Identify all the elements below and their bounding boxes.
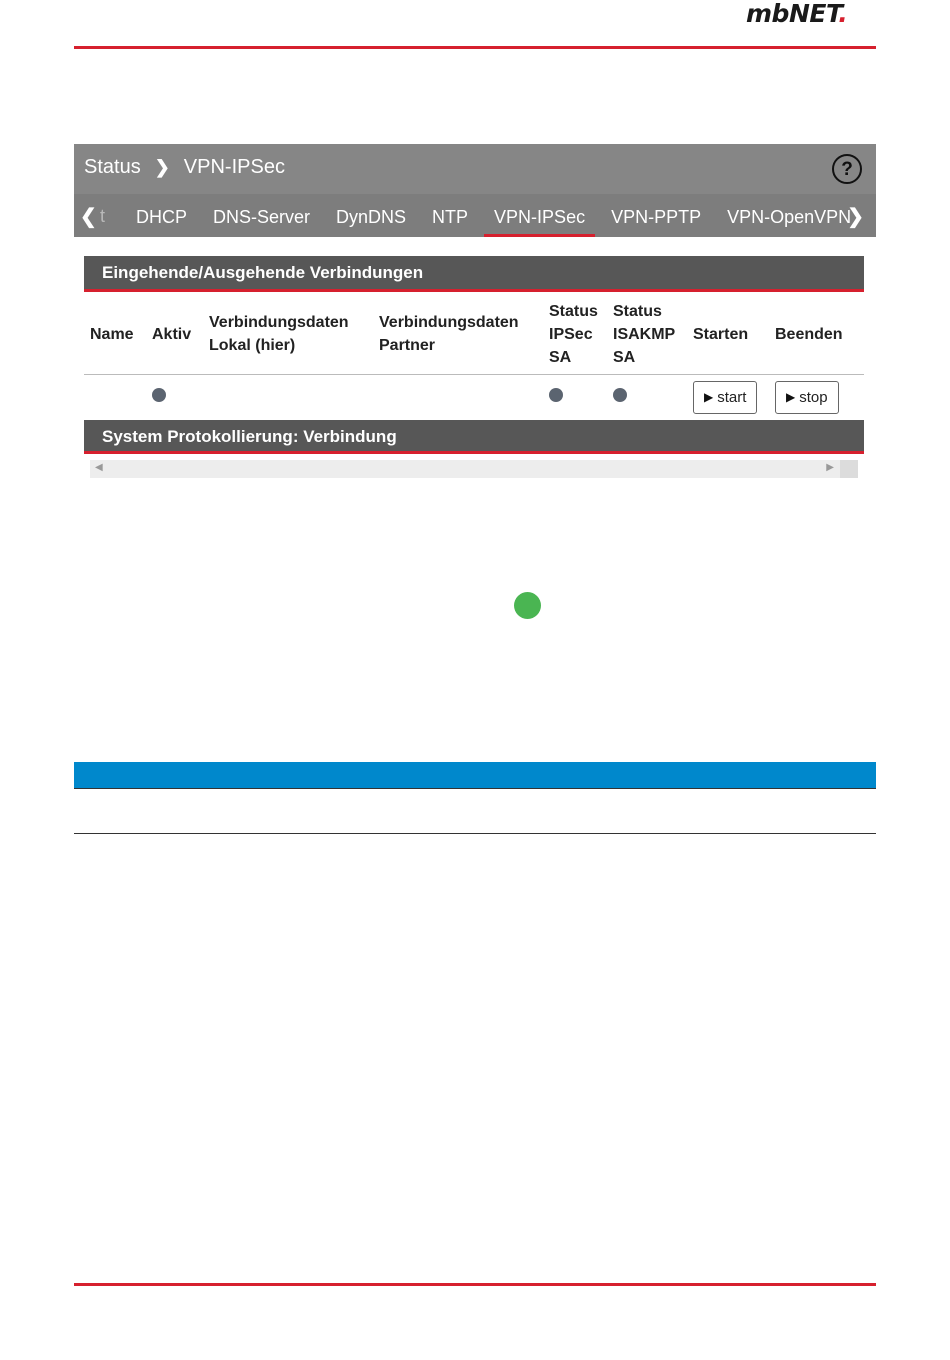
table-header-row (84, 294, 864, 375)
tab-dyndns[interactable]: DynDNS (336, 207, 407, 227)
cell-beenden (769, 375, 864, 420)
cell-ipsec (543, 375, 607, 420)
tab-vpn-ipsec[interactable]: VPN-IPSec (484, 194, 595, 237)
table-bottom-rule (74, 833, 876, 834)
col-beenden: Beenden (769, 294, 864, 375)
tab-dhcp[interactable]: DHCP (136, 207, 188, 227)
status-dot-icon (549, 388, 563, 402)
title-bar (74, 144, 876, 194)
table-header-bar (74, 762, 876, 788)
cell-partner (373, 375, 543, 420)
play-icon: ▶ (786, 390, 796, 404)
col-partner: Verbindungsdaten Partner (373, 294, 543, 375)
start-button[interactable]: ▶ start (693, 381, 757, 414)
col-starten: Starten (687, 294, 769, 375)
tab-vpn-openvpn[interactable]: VPN-OpenVPN (727, 207, 852, 227)
col-isakmp: Status ISAKMP SA (607, 294, 687, 375)
connections-section-header: Eingehende/Ausgehende Verbindungen (84, 256, 864, 292)
chevron-right-icon: ❯ (154, 157, 170, 177)
horizontal-scrollbar[interactable] (90, 460, 858, 478)
table-divider (74, 788, 876, 789)
footer-divider (74, 1283, 876, 1286)
col-aktiv: Aktiv (146, 294, 203, 375)
tab-dns-server[interactable]: DNS-Server (213, 207, 311, 227)
cell-isakmp (607, 375, 687, 420)
breadcrumb-current: VPN-IPSec (183, 156, 285, 178)
col-lokal: Verbindungsdaten Lokal (hier) (203, 294, 373, 375)
cell-aktiv (146, 375, 203, 420)
col-ipsec: Status IPSec SA (543, 294, 607, 375)
stop-button[interactable]: ▶ stop (775, 381, 839, 414)
play-icon: ▶ (704, 390, 714, 404)
status-dot-icon (613, 388, 627, 402)
col-name: Name (84, 294, 146, 375)
tab-ntp[interactable]: NTP (432, 207, 469, 227)
table-row (84, 375, 864, 420)
scroll-right-icon[interactable]: ▶ (826, 462, 834, 473)
connections-table (84, 294, 864, 419)
scroll-corner (840, 460, 858, 478)
tab-partial[interactable]: t (100, 206, 106, 226)
tab-vpn-pptp[interactable]: VPN-PPTP (611, 207, 702, 227)
log-section-header: System Protokollierung: Verbindung (84, 420, 864, 454)
status-dot-icon (152, 388, 166, 402)
tab-bar (74, 194, 876, 237)
header-divider (74, 46, 876, 49)
chevron-right-icon[interactable]: ❯ (847, 206, 864, 228)
chevron-left-icon[interactable]: ❮ (80, 206, 97, 228)
scroll-left-icon[interactable]: ◀ (95, 462, 103, 473)
mbnet-logo: mbNET. (746, 0, 848, 28)
cell-starten (687, 375, 769, 420)
help-icon[interactable]: ? (832, 154, 862, 184)
breadcrumb-root[interactable]: Status (84, 156, 141, 178)
cell-name (84, 375, 146, 420)
status-indicator-green (514, 592, 541, 619)
cell-lokal (203, 375, 373, 420)
breadcrumb (84, 156, 285, 179)
screenshot-frame (74, 144, 876, 484)
